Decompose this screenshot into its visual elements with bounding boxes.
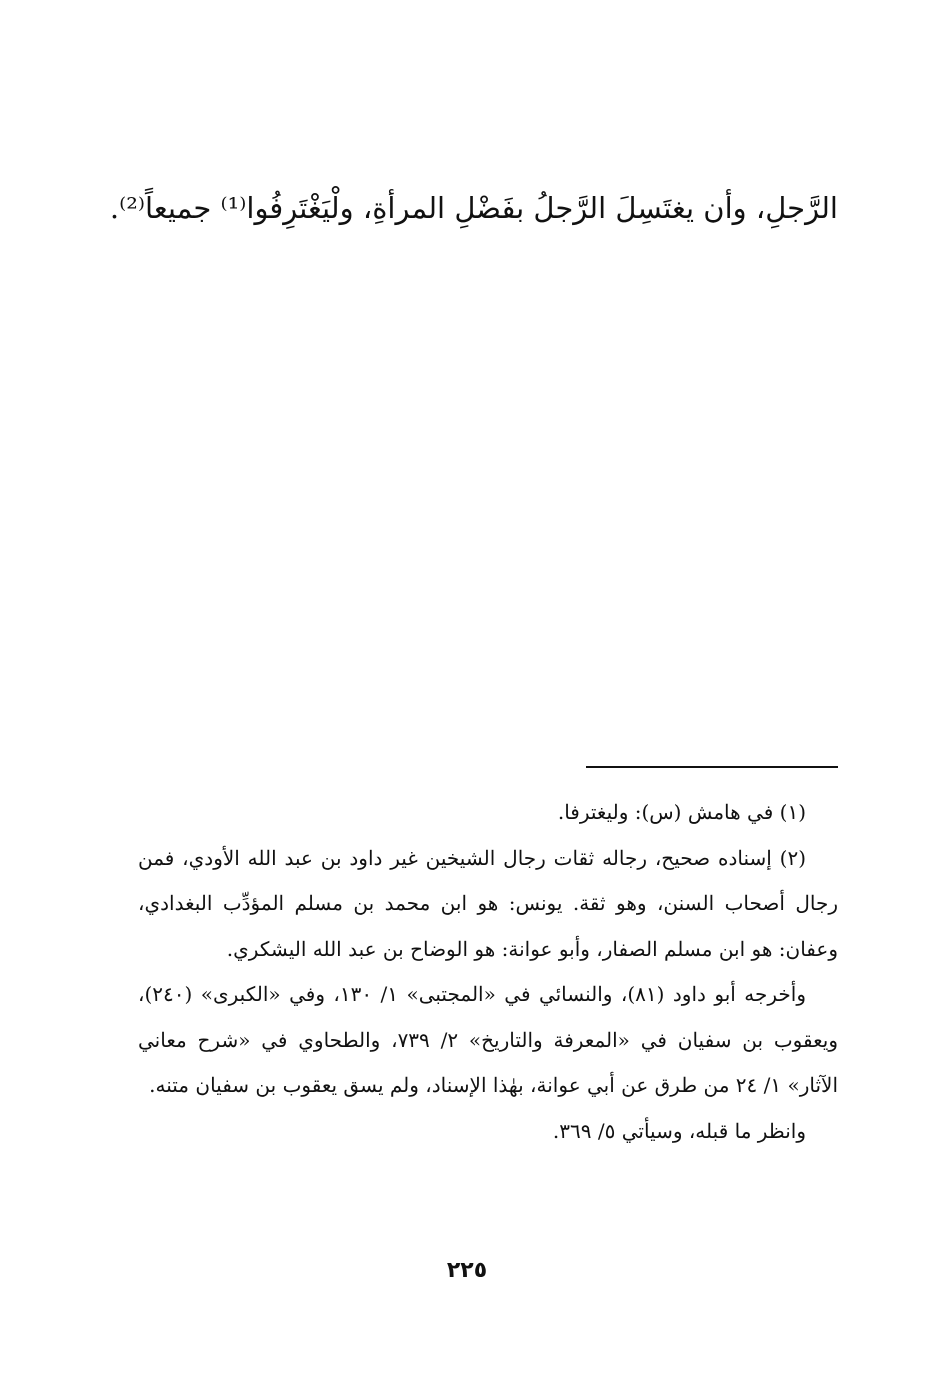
- footnote-2-see-also: وانظر ما قبله، وسيأتي ٥/ ٣٦٩.: [552, 1118, 806, 1143]
- footnote-2: (٢) إسناده صحيح، رجاله ثقات رجال الشيخين غير داود بن عبد الله الأودي، فمن رجال أصحاب السنن، وهو ثقة. يونس: هو ابن محمد بن مسلم المؤدِّب البغدادي، وعفان: هو ابن مسلم الصفار، وأبو عوانة: هو الوضاح بن عبد الله اليشكري.: [138, 845, 838, 961]
- main-text-line: الرَّجلِ، وأن يغتَسِلَ الرَّجلُ بفَضْلِ المرأةِ، ولْيَغْتَرِفُوا⁽¹⁾ جميعاً⁽²⁾.: [109, 191, 838, 225]
- footnote-2-continuation: وأخرجه أبو داود (٨١)، والنسائي في «المجتبى» ١/ ١٣٠، وفي «الكبرى» (٢٤٠)، ويعقوب بن سفيان في «المعرفة والتاريخ» ٢/ ٧٣٩، والطحاوي في «شرح معاني الآثار» ١/ ٢٤ من طرق عن أبي عوانة، بهٰذا الإسناد، ولم يسق يعقوب بن سفيان متنه.: [138, 982, 838, 1097]
- page-number: ٢٢٥: [446, 1258, 488, 1283]
- footnote-separator: [586, 766, 838, 768]
- footnotes: [138, 790, 838, 1154]
- footnote-1: (١) في هامش (س): وليغترفا.: [557, 800, 806, 824]
